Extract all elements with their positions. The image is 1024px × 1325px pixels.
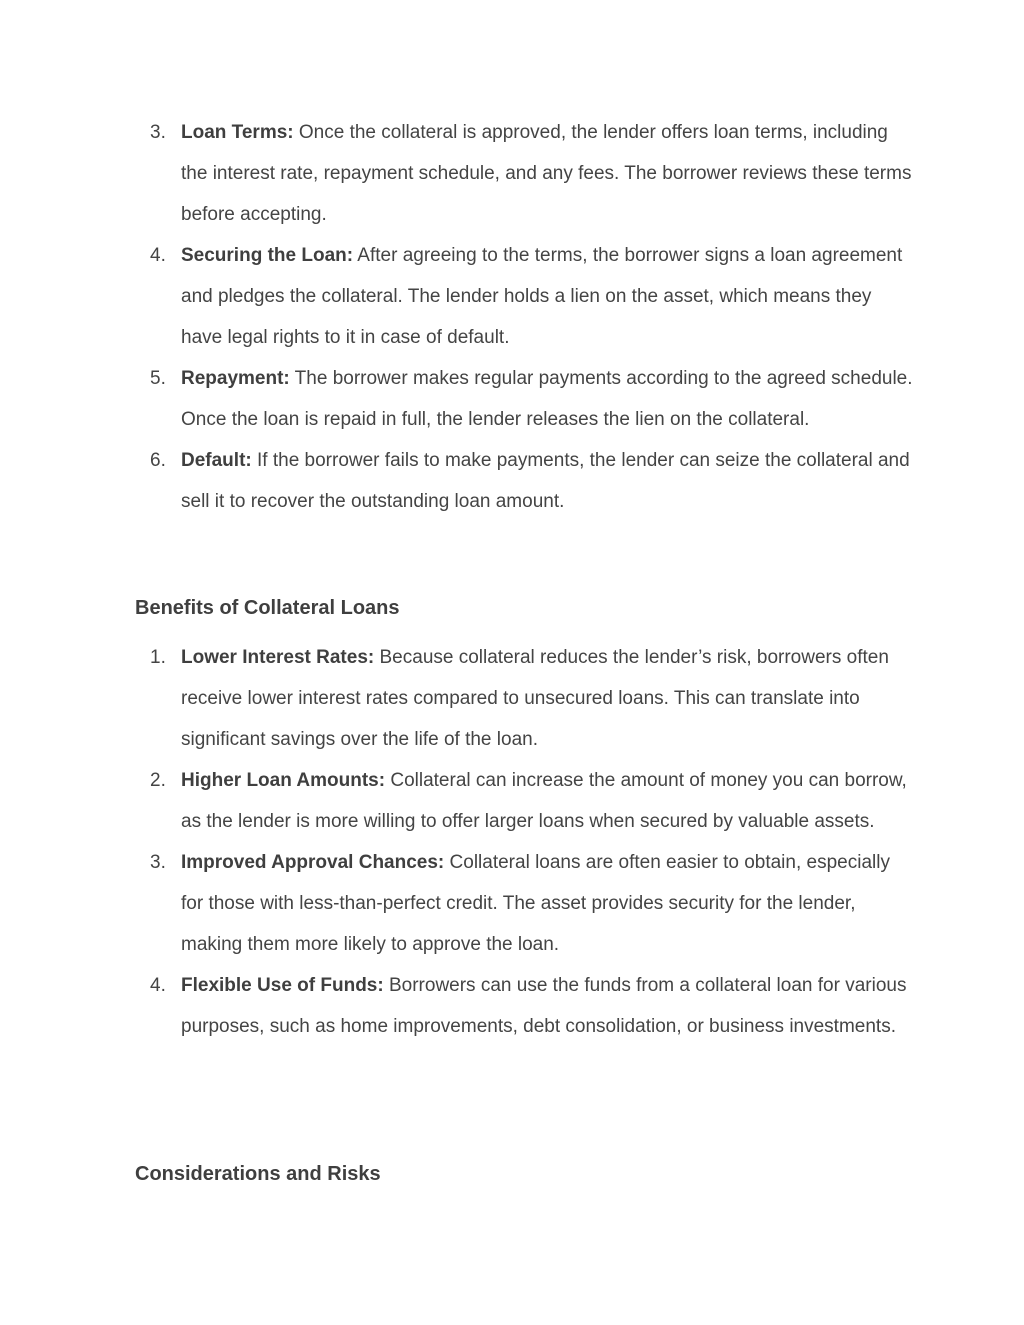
list-item	[0, 842, 1024, 965]
benefits-heading: Benefits of Collateral Loans	[135, 597, 400, 619]
list-item-term: Repayment:	[181, 368, 290, 389]
list-item-text: The borrower makes regular payments according to the agreed schedule. Once the loan is repaid in full, the lender releases the lien on the collateral.	[181, 368, 913, 430]
benefits-list	[0, 637, 1024, 1047]
list-item-term: Lower Interest Rates:	[181, 647, 375, 668]
list-item	[0, 440, 1024, 522]
list-item-term: Improved Approval Chances:	[181, 852, 445, 873]
list-item-text: Borrowers can use the funds from a collateral loan for various purposes, such as home improvements, debt consolidation, or business investments.	[181, 975, 907, 1037]
list-item	[0, 965, 1024, 1047]
list-item-term: Securing the Loan:	[181, 245, 354, 266]
list-number: 5.	[150, 368, 166, 389]
list-item-term: Flexible Use of Funds:	[181, 975, 384, 996]
list-item-text: If the borrower fails to make payments, the lender can seize the collateral and sell it to recover the outstanding loan amount.	[181, 450, 910, 512]
list-number: 4.	[150, 245, 166, 266]
list-number: 4.	[150, 975, 166, 996]
list-item-term: Loan Terms:	[181, 122, 294, 143]
list-number: 1.	[150, 647, 166, 668]
list-item-term: Default:	[181, 450, 252, 471]
list-item	[0, 112, 1024, 235]
list-number: 3.	[150, 122, 166, 143]
list-item-text: Once the collateral is approved, the lender offers loan terms, including the interest rate, repayment schedule, and any fees. The borrower reviews these terms before accepting.	[181, 122, 912, 225]
list-item	[0, 358, 1024, 440]
list-item	[0, 235, 1024, 358]
list-item-text: Collateral can increase the amount of money you can borrow, as the lender is more willing to offer larger loans when secured by valuable assets.	[181, 770, 907, 832]
list-item	[0, 760, 1024, 842]
list-number: 3.	[150, 852, 166, 873]
list-item-text: Collateral loans are often easier to obtain, especially for those with less-than-perfect credit. The asset provides security for the lender, making them more likely to approve the loan.	[181, 852, 890, 955]
risks-heading: Considerations and Risks	[135, 1163, 381, 1185]
list-number: 2.	[150, 770, 166, 791]
list-item-text: Because collateral reduces the lender’s risk, borrowers often receive lower interest rates compared to unsecured loans. This can translate into significant savings over the life of the loan.	[181, 647, 889, 750]
list-item-term: Higher Loan Amounts:	[181, 770, 386, 791]
loan-process-list	[0, 112, 1024, 522]
list-item-text: After agreeing to the terms, the borrower signs a loan agreement and pledges the collateral. The lender holds a lien on the asset, which means they have legal rights to it in case of default.	[181, 245, 903, 348]
list-item	[0, 637, 1024, 760]
list-number: 6.	[150, 450, 166, 471]
